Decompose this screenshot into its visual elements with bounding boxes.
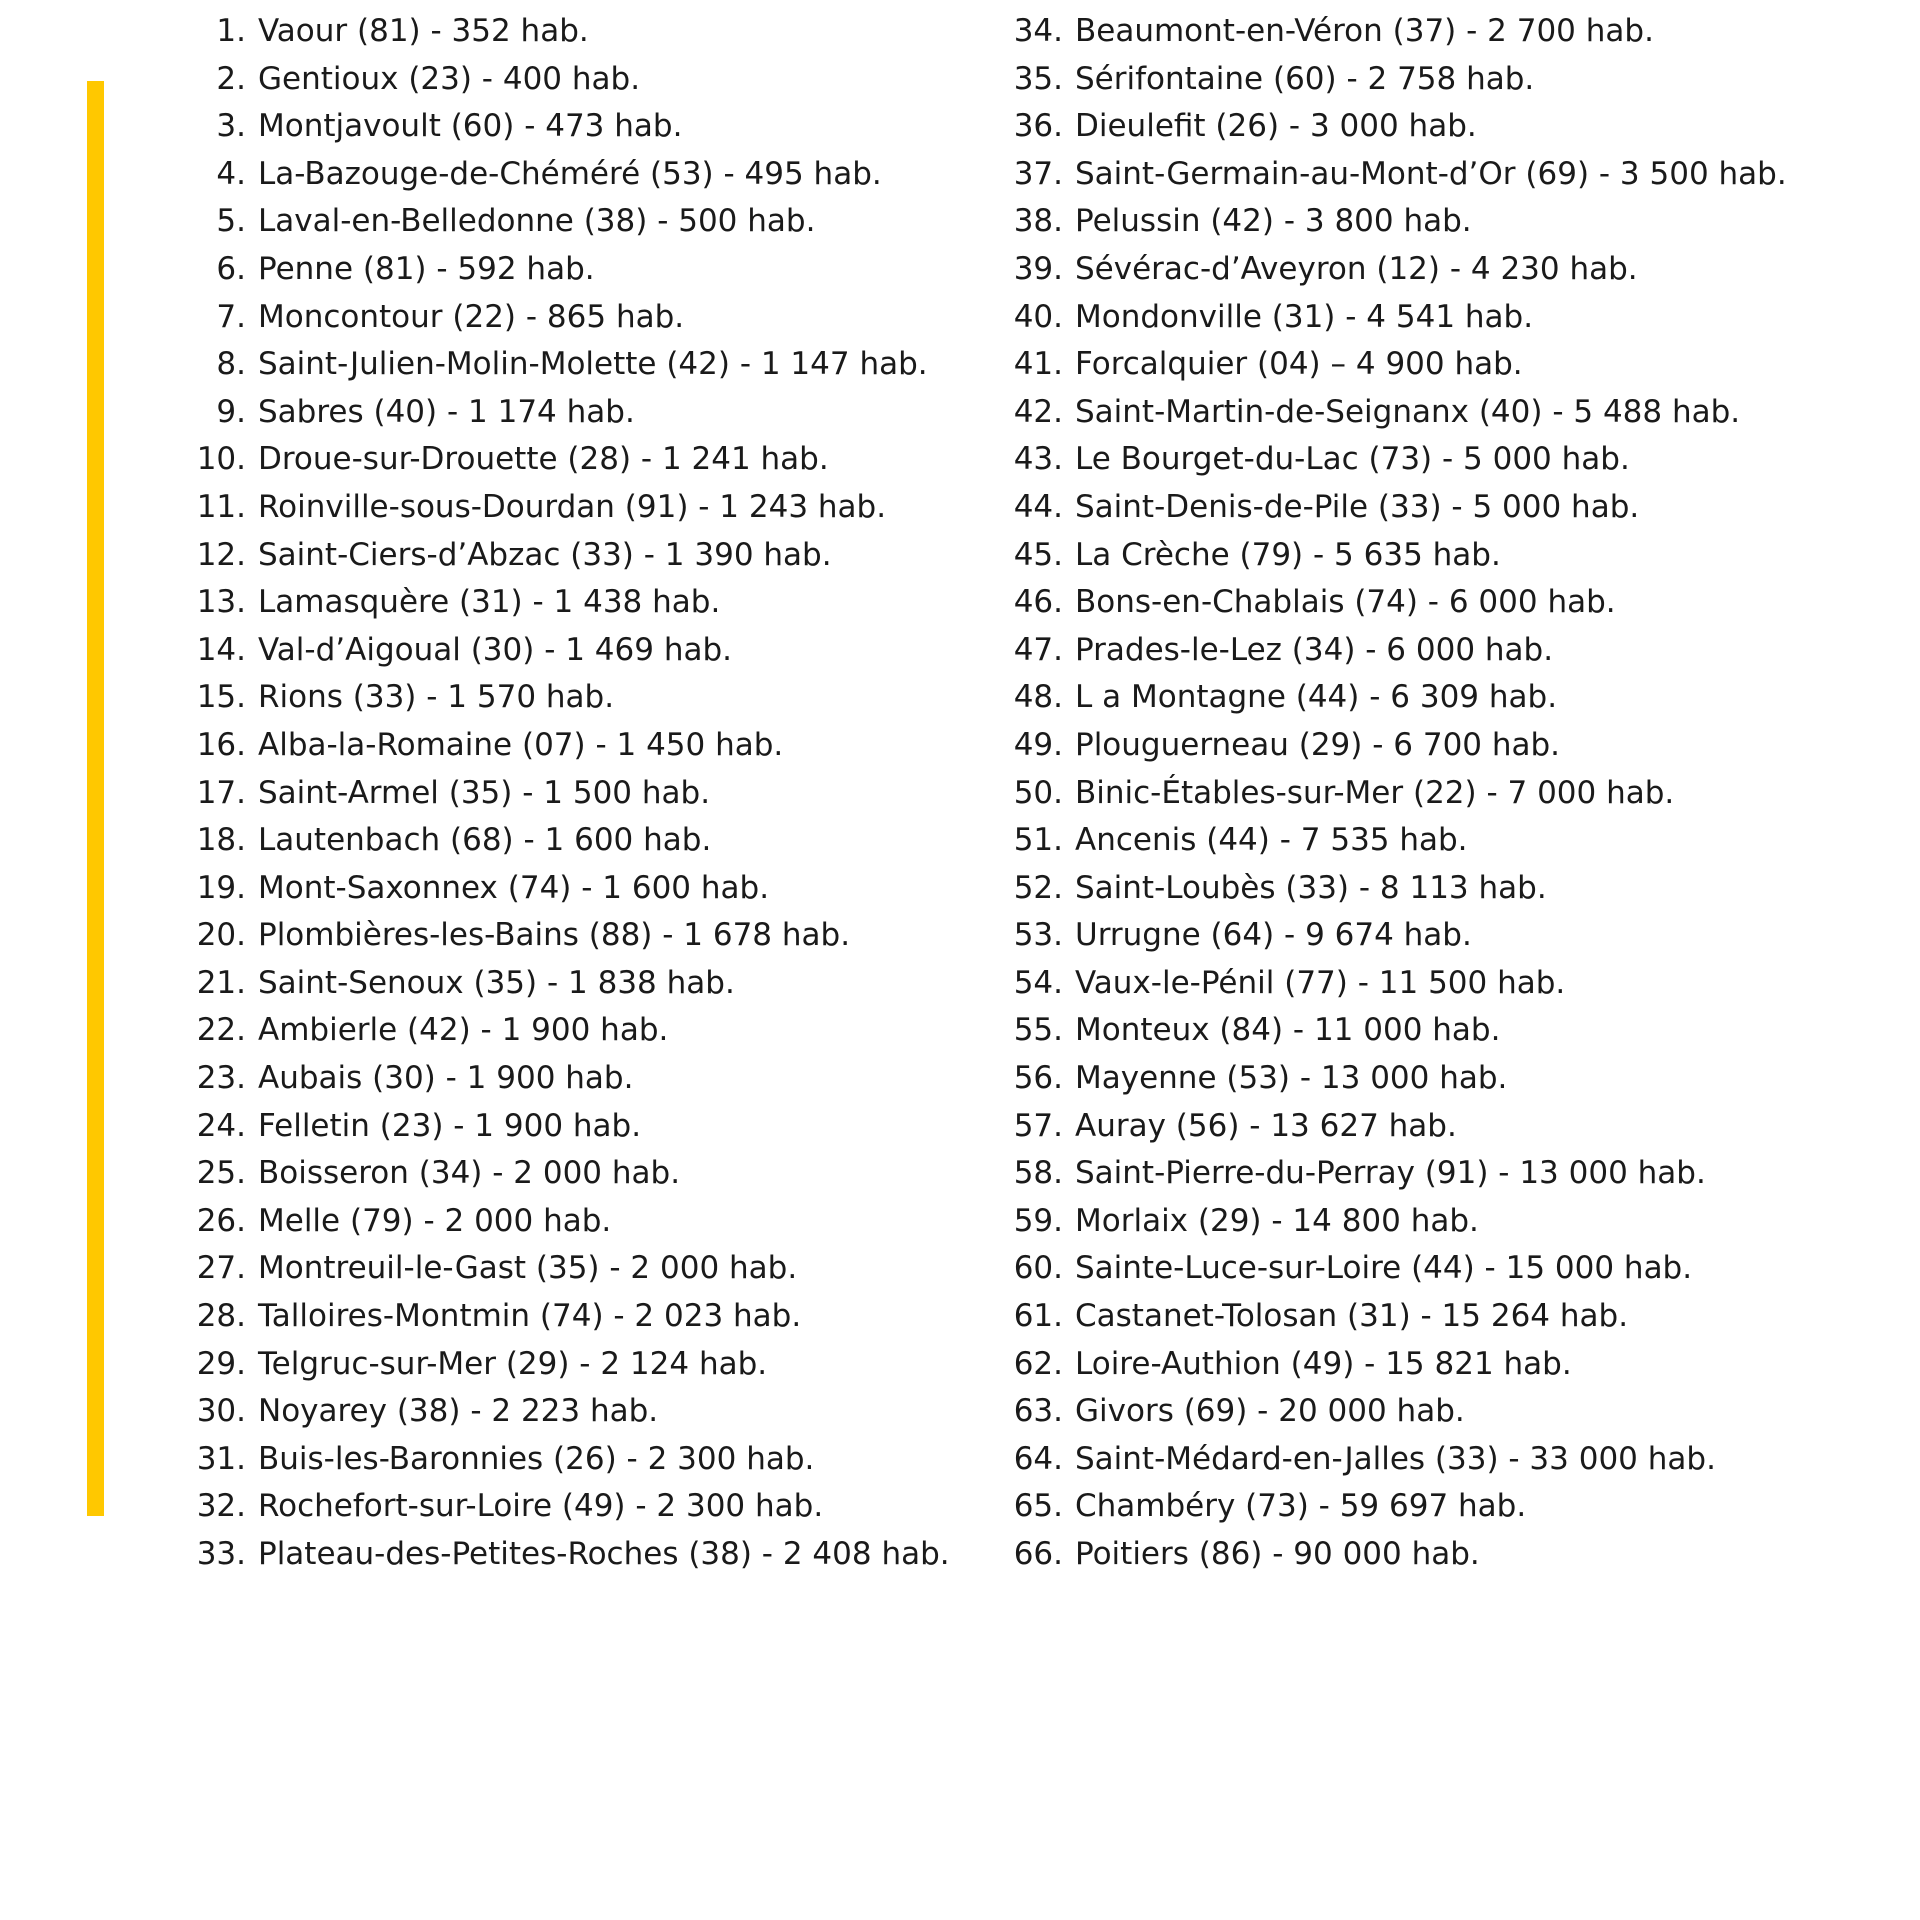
list-item-text: Rochefort-sur-Loire (49) - 2 300 hab. (258, 1488, 824, 1525)
list-item-number: 34. (1013, 13, 1063, 49)
list-item (150, 1150, 950, 1198)
list-item (970, 1055, 1787, 1103)
list-item (150, 246, 950, 294)
list-item-text: Montreuil-le-Gast (35) - 2 000 hab. (258, 1250, 798, 1287)
list-item-number: 45. (1013, 536, 1063, 573)
list-item-text: Bons-en-Chablais (74) - 6 000 hab. (1075, 584, 1616, 621)
list-item (150, 1198, 950, 1246)
list-item-number: 33. (196, 1536, 246, 1572)
list-item-number: 27. (196, 1250, 246, 1287)
list-item-text: Montjavoult (60) - 473 hab. (258, 108, 683, 145)
list-item-number: 38. (1013, 203, 1063, 240)
list-item (970, 484, 1787, 532)
list-item-number: 44. (1013, 488, 1063, 525)
list-item-text: Saint-Germain-au-Mont-d’Or (69) - 3 500 hab. (1075, 155, 1787, 192)
list-item-number: 15. (196, 679, 246, 716)
list-item-text: Noyarey (38) - 2 223 hab. (258, 1393, 659, 1430)
list-item (970, 1293, 1787, 1341)
list-item-number: 13. (196, 584, 246, 621)
list-item-text: Saint-Pierre-du-Perray (91) - 13 000 hab. (1075, 1155, 1706, 1192)
list-item-number: 56. (1013, 1060, 1063, 1097)
list-item (970, 436, 1787, 484)
list-item-text: Talloires-Montmin (74) - 2 023 hab. (258, 1298, 802, 1335)
list-item (150, 627, 950, 675)
accent-bar (87, 81, 104, 1516)
list-item (150, 532, 950, 580)
list-item-number: 36. (1013, 108, 1063, 145)
list-item-text: Moncontour (22) - 865 hab. (258, 298, 685, 335)
list-item (970, 1245, 1787, 1293)
list-item-text: Forcalquier (04) – 4 900 hab. (1075, 346, 1523, 383)
list-item-number: 53. (1013, 917, 1063, 954)
list-item-text: Aubais (30) - 1 900 hab. (258, 1060, 634, 1097)
list-item-text: Rions (33) - 1 570 hab. (258, 679, 615, 716)
list-item-text: Saint-Denis-de-Pile (33) - 5 000 hab. (1075, 488, 1640, 525)
list-item-text: Givors (69) - 20 000 hab. (1075, 1393, 1465, 1430)
list-item-number: 21. (196, 964, 246, 1001)
list-item (150, 1388, 950, 1436)
list-item (970, 341, 1787, 389)
list-item (970, 8, 1787, 56)
list-item-number: 37. (1013, 155, 1063, 192)
list-item (150, 865, 950, 913)
list-item-number: 16. (196, 726, 246, 763)
list-item-text: Telgruc-sur-Mer (29) - 2 124 hab. (258, 1345, 768, 1382)
list-item-text: Melle (79) - 2 000 hab. (258, 1202, 612, 1239)
list-item-text: Val-d’Aigoual (30) - 1 469 hab. (258, 631, 733, 668)
list-item (150, 103, 950, 151)
list-item-number: 32. (196, 1488, 246, 1525)
list-item-text: Mayenne (53) - 13 000 hab. (1075, 1060, 1508, 1097)
list-item-text: Castanet-Tolosan (31) - 15 264 hab. (1075, 1298, 1629, 1335)
list-item-text: Saint-Ciers-d’Abzac (33) - 1 390 hab. (258, 536, 832, 573)
list-item-text: Saint-Armel (35) - 1 500 hab. (258, 774, 711, 811)
list-item-text: Auray (56) - 13 627 hab. (1075, 1107, 1457, 1144)
list-item-number: 42. (1013, 393, 1063, 430)
list-item-text: Plateau-des-Petites-Roches (38) - 2 408 hab. (258, 1536, 950, 1572)
list-item-number: 65. (1013, 1488, 1063, 1525)
list-item (150, 722, 950, 770)
list-item-text: Sévérac-d’Aveyron (12) - 4 230 hab. (1075, 250, 1638, 287)
list-item-number: 8. (216, 346, 246, 383)
list-item-number: 5. (216, 203, 246, 240)
list-item (970, 579, 1787, 627)
list-item-number: 57. (1013, 1107, 1063, 1144)
list-item-text: Boisseron (34) - 2 000 hab. (258, 1155, 681, 1192)
list-item (970, 817, 1787, 865)
list-item (970, 912, 1787, 960)
list-item-text: Prades-le-Lez (34) - 6 000 hab. (1075, 631, 1554, 668)
list-item (150, 1103, 950, 1151)
list-item-number: 18. (196, 822, 246, 859)
list-item-number: 47. (1013, 631, 1063, 668)
list-item-number: 66. (1013, 1536, 1063, 1572)
list-item-number: 30. (196, 1393, 246, 1430)
list-item-number: 49. (1013, 726, 1063, 763)
list-item-text: Lamasquère (31) - 1 438 hab. (258, 584, 721, 621)
list-item-number: 60. (1013, 1250, 1063, 1287)
list-item-number: 58. (1013, 1155, 1063, 1192)
list-item-text: Saint-Martin-de-Seignanx (40) - 5 488 hab. (1075, 393, 1741, 430)
list-item-text: Dieulefit (26) - 3 000 hab. (1075, 108, 1477, 145)
list-item-text: Laval-en-Belledonne (38) - 500 hab. (258, 203, 816, 240)
list-item (150, 912, 950, 960)
list-item (150, 1483, 950, 1531)
list-item-number: 31. (196, 1440, 246, 1477)
list-item-text: Pelussin (42) - 3 800 hab. (1075, 203, 1472, 240)
list-item-number: 7. (216, 298, 246, 335)
list-item (150, 198, 950, 246)
list-item (970, 1198, 1787, 1246)
list-item (150, 770, 950, 818)
list-item-number: 17. (196, 774, 246, 811)
list-item-text: Mont-Saxonnex (74) - 1 600 hab. (258, 869, 770, 906)
list-item-number: 23. (196, 1060, 246, 1097)
list-item (970, 246, 1787, 294)
list-item-text: Mondonville (31) - 4 541 hab. (1075, 298, 1534, 335)
list-item-text: Droue-sur-Drouette (28) - 1 241 hab. (258, 441, 829, 478)
list-item-number: 24. (196, 1107, 246, 1144)
list-item (150, 1007, 950, 1055)
list-item-number: 25. (196, 1155, 246, 1192)
list-item-number: 62. (1013, 1345, 1063, 1382)
list-item-number: 64. (1013, 1440, 1063, 1477)
list-item-number: 3. (216, 108, 246, 145)
list-item-text: Plombières-les-Bains (88) - 1 678 hab. (258, 917, 851, 954)
list-item (150, 151, 950, 199)
list-item-text: L a Montagne (44) - 6 309 hab. (1075, 679, 1558, 716)
list-item (970, 532, 1787, 580)
list-item-number: 55. (1013, 1012, 1063, 1049)
list-item-number: 46. (1013, 584, 1063, 621)
list-item (970, 1388, 1787, 1436)
list-item-text: Beaumont-en-Véron (37) - 2 700 hab. (1075, 13, 1654, 49)
list-item (970, 722, 1787, 770)
list-item (970, 1341, 1787, 1389)
list-item (150, 1341, 950, 1389)
list-item (970, 1007, 1787, 1055)
list-column-right (970, 8, 1787, 1579)
list-item-number: 4. (216, 155, 246, 192)
list-item-text: Gentioux (23) - 400 hab. (258, 60, 641, 97)
list-item (970, 56, 1787, 104)
list-item (970, 770, 1787, 818)
list-item-number: 35. (1013, 60, 1063, 97)
list-item-text: Sainte-Luce-sur-Loire (44) - 15 000 hab. (1075, 1250, 1693, 1287)
list-item (150, 56, 950, 104)
list-item-text: Urrugne (64) - 9 674 hab. (1075, 917, 1472, 954)
list-item (150, 294, 950, 342)
list-item-number: 50. (1013, 774, 1063, 811)
list-item (150, 1293, 950, 1341)
list-item-number: 12. (196, 536, 246, 573)
list-item (970, 198, 1787, 246)
list-item-number: 26. (196, 1202, 246, 1239)
list-item (150, 1055, 950, 1103)
list-item-text: Sérifontaine (60) - 2 758 hab. (1075, 60, 1535, 97)
list-item-text: Saint-Julien-Molin-Molette (42) - 1 147 hab. (258, 346, 928, 383)
list-item (150, 1245, 950, 1293)
list-item (970, 1531, 1787, 1579)
list-item-text: Felletin (23) - 1 900 hab. (258, 1107, 642, 1144)
list-item (970, 627, 1787, 675)
list-item-number: 22. (196, 1012, 246, 1049)
list-item-text: La-Bazouge-de-Chéméré (53) - 495 hab. (258, 155, 882, 192)
list-column-left (150, 8, 950, 1579)
list-item-number: 41. (1013, 346, 1063, 383)
list-item (970, 865, 1787, 913)
list-item-text: Penne (81) - 592 hab. (258, 250, 595, 287)
list-item-number: 9. (216, 393, 246, 430)
list-item-number: 29. (196, 1345, 246, 1382)
list-item-text: Poitiers (86) - 90 000 hab. (1075, 1536, 1480, 1572)
list-item (150, 8, 950, 56)
list-item-number: 28. (196, 1298, 246, 1335)
list-item-number: 11. (196, 488, 246, 525)
list-item (970, 1436, 1787, 1484)
list-item-text: Saint-Loubès (33) - 8 113 hab. (1075, 869, 1547, 906)
list-item (150, 579, 950, 627)
list-item-text: Alba-la-Romaine (07) - 1 450 hab. (258, 726, 784, 763)
list-item-text: Vaux-le-Pénil (77) - 11 500 hab. (1075, 964, 1566, 1001)
list-item-text: Ancenis (44) - 7 535 hab. (1075, 822, 1468, 859)
list-item-number: 6. (216, 250, 246, 287)
list-item (150, 960, 950, 1008)
list-item-text: Saint-Médard-en-Jalles (33) - 33 000 hab. (1075, 1440, 1716, 1477)
list-item-number: 51. (1013, 822, 1063, 859)
list-item-text: Vaour (81) - 352 hab. (258, 13, 589, 49)
list-item (970, 960, 1787, 1008)
list-item-text: Le Bourget-du-Lac (73) - 5 000 hab. (1075, 441, 1630, 478)
list-item-text: Lautenbach (68) - 1 600 hab. (258, 822, 712, 859)
list-item (970, 1150, 1787, 1198)
list-item-number: 14. (196, 631, 246, 668)
list-item-text: Monteux (84) - 11 000 hab. (1075, 1012, 1501, 1049)
list-item-text: Chambéry (73) - 59 697 hab. (1075, 1488, 1527, 1525)
list-item (970, 294, 1787, 342)
list-item (150, 389, 950, 437)
list-item-number: 61. (1013, 1298, 1063, 1335)
list-item (970, 1483, 1787, 1531)
list-item-text: Buis-les-Baronnies (26) - 2 300 hab. (258, 1440, 815, 1477)
list-item (150, 674, 950, 722)
list-item-text: Morlaix (29) - 14 800 hab. (1075, 1202, 1479, 1239)
list-item (970, 1103, 1787, 1151)
list-item-number: 40. (1013, 298, 1063, 335)
list-item-text: Roinville-sous-Dourdan (91) - 1 243 hab. (258, 488, 887, 525)
list-item-number: 1. (216, 13, 246, 49)
list-item (150, 817, 950, 865)
list-item (970, 674, 1787, 722)
list-item-number: 52. (1013, 869, 1063, 906)
list-item (970, 103, 1787, 151)
list-item-number: 19. (196, 869, 246, 906)
list-item-number: 39. (1013, 250, 1063, 287)
list-item (150, 484, 950, 532)
list-item (150, 1531, 950, 1579)
list-item-number: 43. (1013, 441, 1063, 478)
list-item-text: Plouguerneau (29) - 6 700 hab. (1075, 726, 1561, 763)
list-item-number: 59. (1013, 1202, 1063, 1239)
list-item-number: 54. (1013, 964, 1063, 1001)
list-item (150, 1436, 950, 1484)
list-item-text: Ambierle (42) - 1 900 hab. (258, 1012, 669, 1049)
list-item-number: 48. (1013, 679, 1063, 716)
list-item-text: Sabres (40) - 1 174 hab. (258, 393, 635, 430)
list-item-number: 10. (196, 441, 246, 478)
list-item-text: La Crèche (79) - 5 635 hab. (1075, 536, 1501, 573)
list-item (970, 389, 1787, 437)
list-item-text: Binic-Étables-sur-Mer (22) - 7 000 hab. (1075, 774, 1675, 811)
list-item-number: 2. (216, 60, 246, 97)
list-item-number: 20. (196, 917, 246, 954)
list-item-number: 63. (1013, 1393, 1063, 1430)
list-item (150, 436, 950, 484)
list-item-text: Saint-Senoux (35) - 1 838 hab. (258, 964, 735, 1001)
list-item-text: Loire-Authion (49) - 15 821 hab. (1075, 1345, 1572, 1382)
list-item (150, 341, 950, 389)
list-item (970, 151, 1787, 199)
